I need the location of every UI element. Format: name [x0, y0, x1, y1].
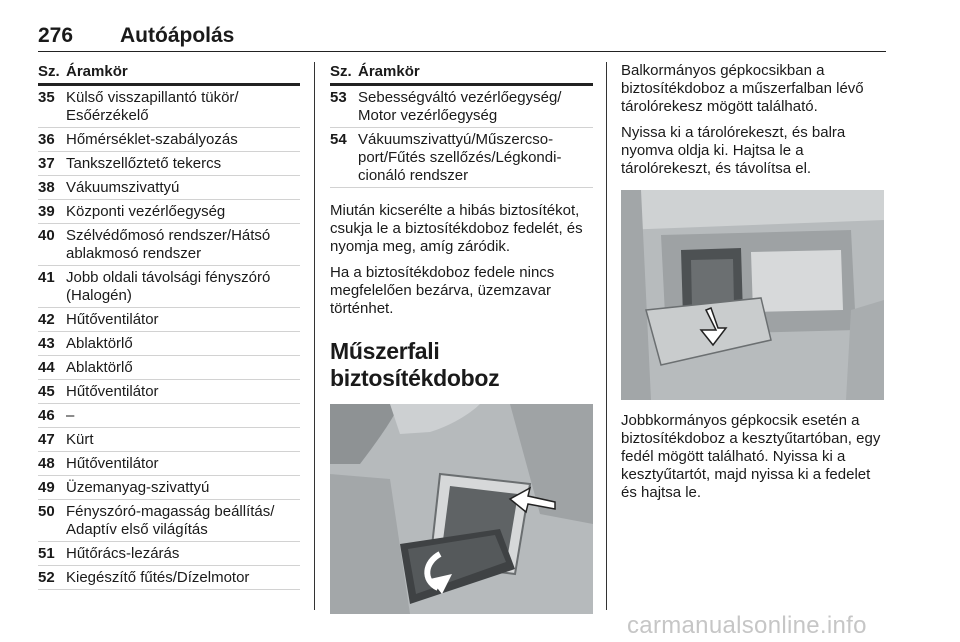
- circuit-name: –: [66, 407, 75, 424]
- fuse-number: 47: [38, 431, 55, 448]
- column-middle: [330, 62, 593, 614]
- table-row: [38, 356, 300, 380]
- circuit-name: Hőmérséklet-szabályozás: [66, 131, 238, 148]
- table-row: [38, 404, 300, 428]
- circuit-name: Ablaktörlő: [66, 335, 133, 352]
- fuse-number: 35: [38, 89, 55, 106]
- paragraph: Ha a biztosítékdoboz fedele nincs megfelelően bezárva, üzemzavar történhet.: [330, 264, 555, 317]
- fuse-number: 44: [38, 359, 55, 376]
- fuse-number: 51: [38, 545, 55, 562]
- circuit-name: Sebességváltó vezérlőegység/ Motor vezérlőegység: [358, 89, 562, 124]
- table-row: [38, 566, 300, 590]
- circuit-name: Központi vezérlőegység: [66, 203, 226, 220]
- circuit-name: Üzemanyag-szivattyú: [66, 479, 210, 496]
- table-header: [38, 62, 300, 86]
- column-header-circuit: Áramkör: [358, 63, 420, 80]
- circuit-name: Hűtőrács-lezárás: [66, 545, 180, 562]
- page-number: 276: [38, 24, 74, 47]
- circuit-name: Ablaktörlő: [66, 359, 133, 376]
- table-row: [38, 542, 300, 566]
- table-row: [38, 428, 300, 452]
- table-row: [38, 266, 300, 308]
- fuse-number: 41: [38, 269, 55, 286]
- circuit-name: Fényszóró-magasság beállítás/ Adaptív első világítás: [66, 503, 275, 538]
- table-row: [38, 200, 300, 224]
- fuse-number: 49: [38, 479, 55, 496]
- storage-compartment-illustration: [621, 190, 884, 400]
- circuit-name: Hűtőventilátor: [66, 455, 159, 472]
- circuit-name: Hűtőventilátor: [66, 311, 159, 328]
- table-row: [38, 332, 300, 356]
- circuit-name: Külső visszapillantó tükör/ Esőérzékelő: [66, 89, 239, 124]
- table-body: [330, 86, 593, 188]
- fuse-number: 45: [38, 383, 55, 400]
- fusebox-lid-drawing: [330, 404, 593, 614]
- column-divider: [314, 62, 315, 610]
- table-row: [38, 86, 300, 128]
- column-header-circuit: Áramkör: [66, 63, 128, 80]
- table-body: [38, 86, 300, 590]
- table-row: [38, 476, 300, 500]
- fusebox-lid-illustration: [330, 404, 593, 614]
- circuit-name: Tankszellőztető tekercs: [66, 155, 222, 172]
- paragraph: Balkormányos gépkocsikban a biztosítékdoboz a műszerfalban lévő tárolórekesz mögött található.: [621, 62, 864, 115]
- column-divider: [606, 62, 607, 610]
- fuse-number: 52: [38, 569, 55, 586]
- fuse-number: 50: [38, 503, 55, 520]
- column-header-number: Sz.: [38, 63, 60, 80]
- fuse-number: 42: [38, 311, 55, 328]
- paragraph: Miután kicserélte a hibás biztosítékot, csukja le a biztosítékdoboz fedelét, és nyomja meg, amíg záródik.: [330, 202, 583, 255]
- page-header: [38, 24, 886, 52]
- circuit-name: Szélvédőmosó rendszer/Hátsó ablakmosó rendszer: [66, 227, 271, 262]
- paragraph: Jobbkormányos gépkocsik esetén a biztosítékdoboz a kesztyűtartóban, egy fedél mögött található. Nyissa ki a kesztyűtartót, majd nyissa ki a fedelet és hajtsa le.: [621, 412, 881, 501]
- column-header-number: Sz.: [330, 63, 352, 80]
- circuit-name: Hűtőventilátor: [66, 383, 159, 400]
- fuse-number: 38: [38, 179, 55, 196]
- table-header: [330, 62, 593, 86]
- table-row: [38, 308, 300, 332]
- fuse-number: 46: [38, 407, 55, 424]
- fuse-table-left: [38, 62, 300, 590]
- section-heading: Műszerfali biztosítékdoboz: [330, 338, 500, 391]
- circuit-name: Kürt: [66, 431, 94, 448]
- circuit-name: Kiegészítő fűtés/Dízelmotor: [66, 569, 250, 586]
- fuse-number: 53: [330, 89, 347, 106]
- circuit-name: Jobb oldali távolsági fényszóró (Halogén): [66, 269, 271, 304]
- table-row: [330, 128, 593, 188]
- circuit-name: Vákuumszivattyú: [66, 179, 180, 196]
- circuit-name: Vákuumszivattyú/Műszercso-port/Fűtés szellőzés/Légkondi-cionáló rendszer: [358, 131, 562, 184]
- table-row: [38, 380, 300, 404]
- table-row: [38, 452, 300, 476]
- table-row: [38, 152, 300, 176]
- table-row: [38, 500, 300, 542]
- table-row: [38, 224, 300, 266]
- fuse-number: 37: [38, 155, 55, 172]
- fuse-number: 43: [38, 335, 55, 352]
- page-title: Autóápolás: [120, 24, 235, 47]
- table-row: [38, 176, 300, 200]
- fuse-number: 36: [38, 131, 55, 148]
- table-row: [330, 86, 593, 128]
- table-row: [38, 128, 300, 152]
- fuse-number: 54: [330, 131, 347, 148]
- storage-compartment-drawing: [621, 190, 884, 400]
- watermark: carmanualsonline.info: [627, 612, 867, 639]
- column-right: [621, 62, 886, 502]
- fuse-number: 39: [38, 203, 55, 220]
- fuse-number: 48: [38, 455, 55, 472]
- paragraph: Nyissa ki a tárolórekeszt, és balra nyomva oldja ki. Hajtsa le a tárolórekeszt, és távolítsa el.: [621, 124, 846, 177]
- fuse-number: 40: [38, 227, 55, 244]
